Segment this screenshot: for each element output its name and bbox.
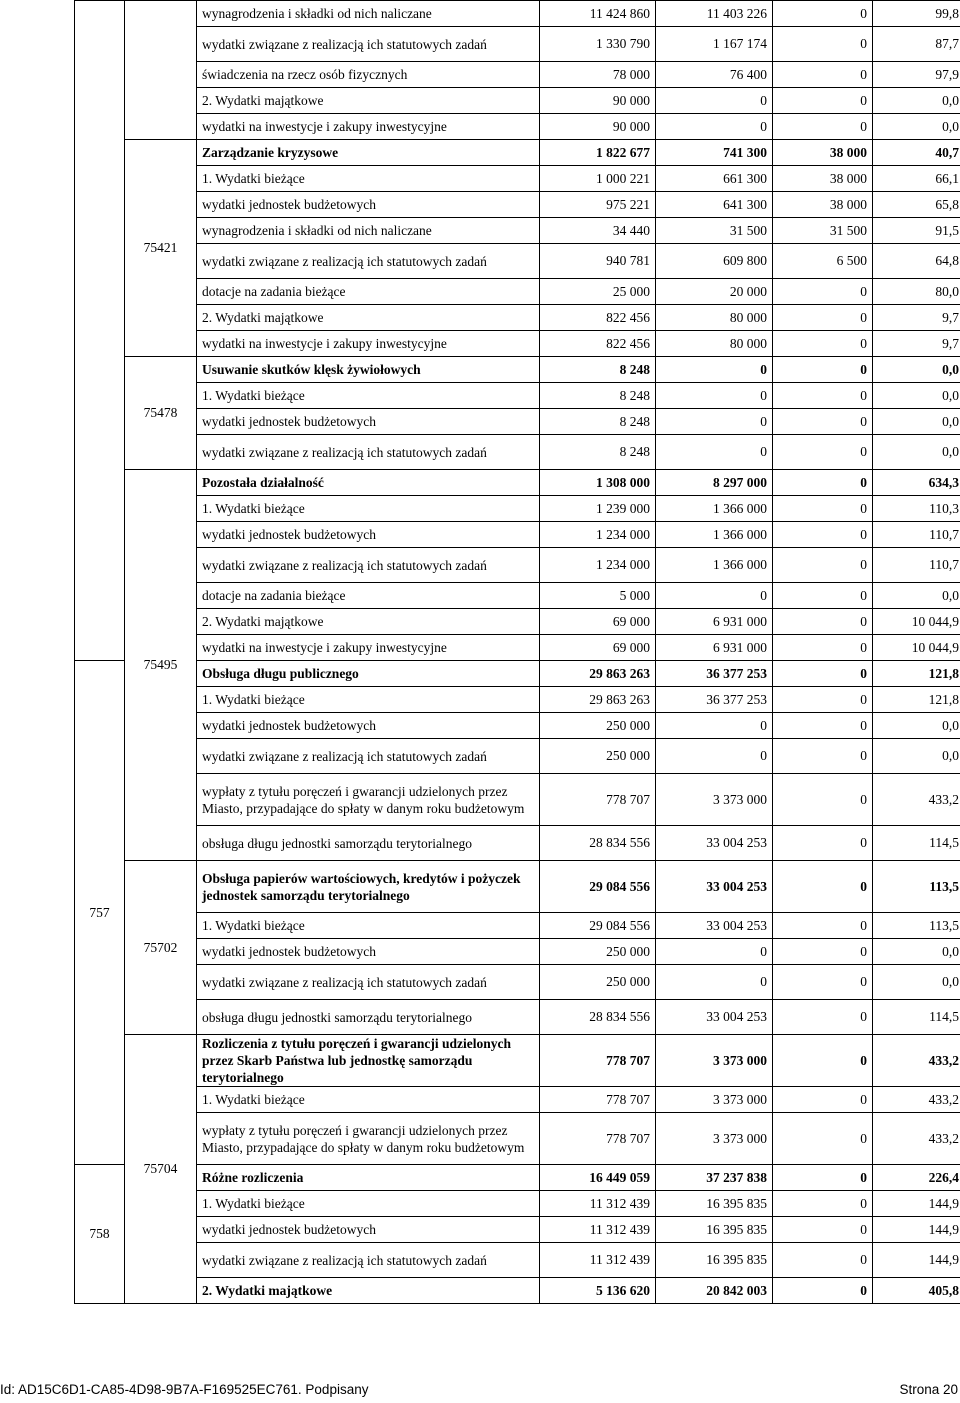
percent-cell: 87,7 [873,27,960,62]
executed-value-cell: 3 373 000 [656,1087,773,1113]
plan-value-cell: 1 234 000 [540,548,656,583]
percent-cell: 0,0 [873,713,960,739]
plan-value-cell: 250 000 [540,939,656,965]
executed-value-cell: 0 [656,583,773,609]
description-cell: 1. Wydatki bieżące [197,1191,540,1217]
table-row [75,279,960,305]
description-cell: świadczenia na rzecz osób fizycznych [197,62,540,88]
plan-value-cell: 778 707 [540,1087,656,1113]
executed-value-cell: 0 [656,88,773,114]
page-footer [0,1382,960,1400]
executed-value-cell: 3 373 000 [656,1113,773,1165]
third-value-cell: 0 [773,826,873,861]
executed-value-cell: 1 366 000 [656,522,773,548]
third-value-cell: 0 [773,1,873,27]
description-cell: wydatki związane z realizacją ich statutowych zadań [197,27,540,62]
executed-value-cell: 37 237 838 [656,1165,773,1191]
third-value-cell: 31 500 [773,218,873,244]
executed-value-cell: 0 [656,383,773,409]
third-value-cell: 0 [773,1191,873,1217]
table-row [75,1191,960,1217]
description-cell: wydatki na inwestycje i zakupy inwestycyjne [197,114,540,140]
third-value-cell: 0 [773,1278,873,1304]
plan-value-cell: 69 000 [540,635,656,661]
description-cell: Usuwanie skutków klęsk żywiołowych [197,357,540,383]
executed-value-cell: 1 366 000 [656,548,773,583]
table-row [75,583,960,609]
table-row [75,1000,960,1035]
table-row [75,409,960,435]
table-row [75,713,960,739]
percent-cell: 80,0 [873,279,960,305]
plan-value-cell: 11 424 860 [540,1,656,27]
executed-value-cell: 33 004 253 [656,1000,773,1035]
plan-value-cell: 5 000 [540,583,656,609]
executed-value-cell: 1 167 174 [656,27,773,62]
executed-value-cell: 0 [656,357,773,383]
executed-value-cell: 16 395 835 [656,1191,773,1217]
description-cell: wydatki jednostek budżetowych [197,939,540,965]
third-value-cell: 0 [773,305,873,331]
description-cell: wydatki jednostek budżetowych [197,522,540,548]
table-row [75,470,960,496]
executed-value-cell: 3 373 000 [656,774,773,826]
description-cell: wydatki na inwestycje i zakupy inwestycyjne [197,331,540,357]
description-cell: wypłaty z tytułu poręczeń i gwarancji udzielonych przez Miasto, przypadające do spłaty w danym roku budżetowym [197,774,540,826]
chapter-code-cell [125,1,197,140]
table-row [75,548,960,583]
executed-value-cell: 0 [656,939,773,965]
percent-cell: 634,3 [873,470,960,496]
plan-value-cell: 78 000 [540,62,656,88]
percent-cell: 9,7 [873,305,960,331]
percent-cell: 97,9 [873,62,960,88]
percent-cell: 0,0 [873,88,960,114]
percent-cell: 110,3 [873,496,960,522]
executed-value-cell: 16 395 835 [656,1243,773,1278]
table-row [75,635,960,661]
third-value-cell: 0 [773,435,873,470]
executed-value-cell: 6 931 000 [656,635,773,661]
description-cell: wydatki związane z realizacją ich statutowych zadań [197,965,540,1000]
description-cell: Pozostała działalność [197,470,540,496]
executed-value-cell: 609 800 [656,244,773,279]
plan-value-cell: 940 781 [540,244,656,279]
executed-value-cell: 0 [656,965,773,1000]
percent-cell: 114,5 [873,826,960,861]
description-cell: wydatki jednostek budżetowych [197,409,540,435]
table-row [75,965,960,1000]
percent-cell: 0,0 [873,939,960,965]
plan-value-cell: 8 248 [540,435,656,470]
description-cell: wydatki jednostek budżetowych [197,713,540,739]
third-value-cell: 0 [773,913,873,939]
executed-value-cell: 661 300 [656,166,773,192]
description-cell: Rozliczenia z tytułu poręczeń i gwarancji udzielonych przez Skarb Państwa lub jednostkę samorządu terytorialnego [197,1035,540,1087]
percent-cell: 9,7 [873,331,960,357]
executed-value-cell: 1 366 000 [656,496,773,522]
description-cell: 1. Wydatki bieżące [197,496,540,522]
description-cell: wynagrodzenia i składki od nich naliczane [197,218,540,244]
percent-cell: 0,0 [873,435,960,470]
executed-value-cell: 0 [656,409,773,435]
percent-cell: 0,0 [873,114,960,140]
executed-value-cell: 36 377 253 [656,687,773,713]
plan-value-cell: 822 456 [540,305,656,331]
plan-value-cell: 1 308 000 [540,470,656,496]
percent-cell: 0,0 [873,383,960,409]
description-cell: dotacje na zadania bieżące [197,583,540,609]
plan-value-cell: 250 000 [540,965,656,1000]
table-row [75,305,960,331]
percent-cell: 66,1 [873,166,960,192]
third-value-cell: 0 [773,583,873,609]
percent-cell: 10 044,9 [873,609,960,635]
executed-value-cell: 741 300 [656,140,773,166]
third-value-cell: 0 [773,114,873,140]
plan-value-cell: 1 822 677 [540,140,656,166]
third-value-cell: 0 [773,1035,873,1087]
chapter-code-cell: 75702 [125,861,197,1035]
percent-cell: 226,4 [873,1165,960,1191]
section-code-cell: 758 [75,1165,125,1304]
third-value-cell: 0 [773,496,873,522]
section-code-cell [75,1,125,661]
plan-value-cell: 90 000 [540,114,656,140]
chapter-code-cell: 75495 [125,470,197,861]
description-cell: wypłaty z tytułu poręczeń i gwarancji udzielonych przez Miasto, przypadające do spłaty w danym roku budżetowym [197,1113,540,1165]
table-row [75,496,960,522]
plan-value-cell: 250 000 [540,739,656,774]
third-value-cell: 0 [773,965,873,1000]
description-cell: 2. Wydatki majątkowe [197,305,540,331]
table-row [75,1,960,27]
percent-cell: 113,5 [873,913,960,939]
table-row [75,140,960,166]
table-row [75,244,960,279]
description-cell: Zarządzanie kryzysowe [197,140,540,166]
plan-value-cell: 250 000 [540,713,656,739]
table-row [75,114,960,140]
plan-value-cell: 69 000 [540,609,656,635]
third-value-cell: 0 [773,1000,873,1035]
executed-value-cell: 80 000 [656,331,773,357]
table-row [75,88,960,114]
executed-value-cell: 33 004 253 [656,826,773,861]
table-row [75,218,960,244]
description-cell: wydatki związane z realizacją ich statutowych zadań [197,739,540,774]
percent-cell: 110,7 [873,522,960,548]
percent-cell: 10 044,9 [873,635,960,661]
plan-value-cell: 1 000 221 [540,166,656,192]
table-row [75,1113,960,1165]
percent-cell: 40,7 [873,140,960,166]
percent-cell: 121,8 [873,661,960,687]
executed-value-cell: 11 403 226 [656,1,773,27]
plan-value-cell: 11 312 439 [540,1191,656,1217]
description-cell: Różne rozliczenia [197,1165,540,1191]
description-cell: obsługa długu jednostki samorządu terytorialnego [197,1000,540,1035]
executed-value-cell: 20 842 003 [656,1278,773,1304]
description-cell: 2. Wydatki majątkowe [197,609,540,635]
table-row [75,522,960,548]
third-value-cell: 0 [773,1217,873,1243]
third-value-cell: 0 [773,331,873,357]
third-value-cell: 0 [773,88,873,114]
third-value-cell: 38 000 [773,166,873,192]
plan-value-cell: 25 000 [540,279,656,305]
chapter-code-cell: 75421 [125,140,197,357]
table-row [75,939,960,965]
description-cell: 1. Wydatki bieżące [197,913,540,939]
third-value-cell: 0 [773,383,873,409]
table-row [75,609,960,635]
third-value-cell: 6 500 [773,244,873,279]
table-row [75,1243,960,1278]
executed-value-cell: 33 004 253 [656,861,773,913]
third-value-cell: 0 [773,1113,873,1165]
third-value-cell: 0 [773,548,873,583]
table-row [75,27,960,62]
plan-value-cell: 34 440 [540,218,656,244]
table-row [75,739,960,774]
description-cell: wydatki związane z realizacją ich statutowych zadań [197,1243,540,1278]
third-value-cell: 0 [773,27,873,62]
table-row [75,166,960,192]
third-value-cell: 0 [773,687,873,713]
plan-value-cell: 1 234 000 [540,522,656,548]
plan-value-cell: 822 456 [540,331,656,357]
table-row [75,1217,960,1243]
table-row [75,687,960,713]
table-row [75,1035,960,1087]
description-cell: 2. Wydatki majątkowe [197,88,540,114]
third-value-cell: 0 [773,1087,873,1113]
chapter-code-cell: 75704 [125,1035,197,1304]
description-cell: wydatki związane z realizacją ich statutowych zadań [197,548,540,583]
executed-value-cell: 16 395 835 [656,1217,773,1243]
percent-cell: 144,9 [873,1243,960,1278]
description-cell: dotacje na zadania bieżące [197,279,540,305]
plan-value-cell: 778 707 [540,774,656,826]
percent-cell: 0,0 [873,965,960,1000]
percent-cell: 121,8 [873,687,960,713]
plan-value-cell: 16 449 059 [540,1165,656,1191]
page-number: Strona 20 [899,1382,958,1397]
third-value-cell: 0 [773,279,873,305]
description-cell: 1. Wydatki bieżące [197,1087,540,1113]
third-value-cell: 0 [773,739,873,774]
description-cell: Obsługa długu publicznego [197,661,540,687]
third-value-cell: 0 [773,939,873,965]
executed-value-cell: 0 [656,435,773,470]
plan-value-cell: 778 707 [540,1113,656,1165]
plan-value-cell: 11 312 439 [540,1217,656,1243]
table-row [75,1087,960,1113]
percent-cell: 65,8 [873,192,960,218]
plan-value-cell: 8 248 [540,357,656,383]
third-value-cell: 0 [773,713,873,739]
third-value-cell: 0 [773,609,873,635]
executed-value-cell: 0 [656,713,773,739]
percent-cell: 0,0 [873,357,960,383]
executed-value-cell: 33 004 253 [656,913,773,939]
percent-cell: 405,8 [873,1278,960,1304]
third-value-cell: 38 000 [773,192,873,218]
plan-value-cell: 29 084 556 [540,861,656,913]
section-code-cell: 757 [75,661,125,1165]
percent-cell: 113,5 [873,861,960,913]
description-cell: obsługa długu jednostki samorządu terytorialnego [197,826,540,861]
description-cell: wydatki związane z realizacją ich statutowych zadań [197,435,540,470]
executed-value-cell: 76 400 [656,62,773,88]
table-row [75,383,960,409]
percent-cell: 433,2 [873,1087,960,1113]
percent-cell: 114,5 [873,1000,960,1035]
executed-value-cell: 0 [656,739,773,774]
table-row [75,774,960,826]
description-cell: wynagrodzenia i składki od nich naliczane [197,1,540,27]
percent-cell: 99,8 [873,1,960,27]
executed-value-cell: 641 300 [656,192,773,218]
percent-cell: 144,9 [873,1191,960,1217]
percent-cell: 433,2 [873,774,960,826]
document-id-text: Id: AD15C6D1-CA85-4D98-9B7A-F169525EC761. Podpisany [0,1382,369,1397]
third-value-cell: 0 [773,774,873,826]
third-value-cell: 0 [773,1243,873,1278]
third-value-cell: 0 [773,470,873,496]
table-row [75,331,960,357]
third-value-cell: 0 [773,1165,873,1191]
description-cell: 1. Wydatki bieżące [197,687,540,713]
executed-value-cell: 36 377 253 [656,661,773,687]
plan-value-cell: 8 248 [540,383,656,409]
description-cell: 1. Wydatki bieżące [197,383,540,409]
third-value-cell: 0 [773,635,873,661]
third-value-cell: 0 [773,62,873,88]
percent-cell: 0,0 [873,409,960,435]
third-value-cell: 0 [773,861,873,913]
percent-cell: 144,9 [873,1217,960,1243]
percent-cell: 0,0 [873,739,960,774]
table-row [75,192,960,218]
executed-value-cell: 8 297 000 [656,470,773,496]
table-row [75,661,960,687]
table-row [75,1278,960,1304]
percent-cell: 433,2 [873,1035,960,1087]
plan-value-cell: 778 707 [540,1035,656,1087]
description-cell: wydatki jednostek budżetowych [197,192,540,218]
chapter-code-cell: 75478 [125,357,197,470]
percent-cell: 91,5 [873,218,960,244]
plan-value-cell: 90 000 [540,88,656,114]
percent-cell: 110,7 [873,548,960,583]
description-cell: 2. Wydatki majątkowe [197,1278,540,1304]
table-row [75,826,960,861]
table-body [75,1,960,1304]
description-cell: Obsługa papierów wartościowych, kredytów i pożyczek jednostek samorządu terytorialnego [197,861,540,913]
executed-value-cell: 80 000 [656,305,773,331]
table-row [75,1165,960,1191]
percent-cell: 64,8 [873,244,960,279]
table-row [75,861,960,913]
plan-value-cell: 1 330 790 [540,27,656,62]
plan-value-cell: 11 312 439 [540,1243,656,1278]
executed-value-cell: 20 000 [656,279,773,305]
plan-value-cell: 29 863 263 [540,661,656,687]
budget-table [74,0,960,1304]
executed-value-cell: 3 373 000 [656,1035,773,1087]
plan-value-cell: 29 863 263 [540,687,656,713]
executed-value-cell: 0 [656,114,773,140]
percent-cell: 0,0 [873,583,960,609]
description-cell: 1. Wydatki bieżące [197,166,540,192]
description-cell: wydatki jednostek budżetowych [197,1217,540,1243]
table-row [75,62,960,88]
table-row [75,913,960,939]
plan-value-cell: 1 239 000 [540,496,656,522]
description-cell: wydatki związane z realizacją ich statutowych zadań [197,244,540,279]
executed-value-cell: 31 500 [656,218,773,244]
description-cell: wydatki na inwestycje i zakupy inwestycyjne [197,635,540,661]
executed-value-cell: 6 931 000 [656,609,773,635]
plan-value-cell: 28 834 556 [540,826,656,861]
plan-value-cell: 29 084 556 [540,913,656,939]
third-value-cell: 0 [773,357,873,383]
third-value-cell: 0 [773,661,873,687]
plan-value-cell: 8 248 [540,409,656,435]
third-value-cell: 0 [773,409,873,435]
table-row [75,357,960,383]
plan-value-cell: 975 221 [540,192,656,218]
percent-cell: 433,2 [873,1113,960,1165]
plan-value-cell: 5 136 620 [540,1278,656,1304]
table-row [75,435,960,470]
plan-value-cell: 28 834 556 [540,1000,656,1035]
third-value-cell: 38 000 [773,140,873,166]
third-value-cell: 0 [773,522,873,548]
